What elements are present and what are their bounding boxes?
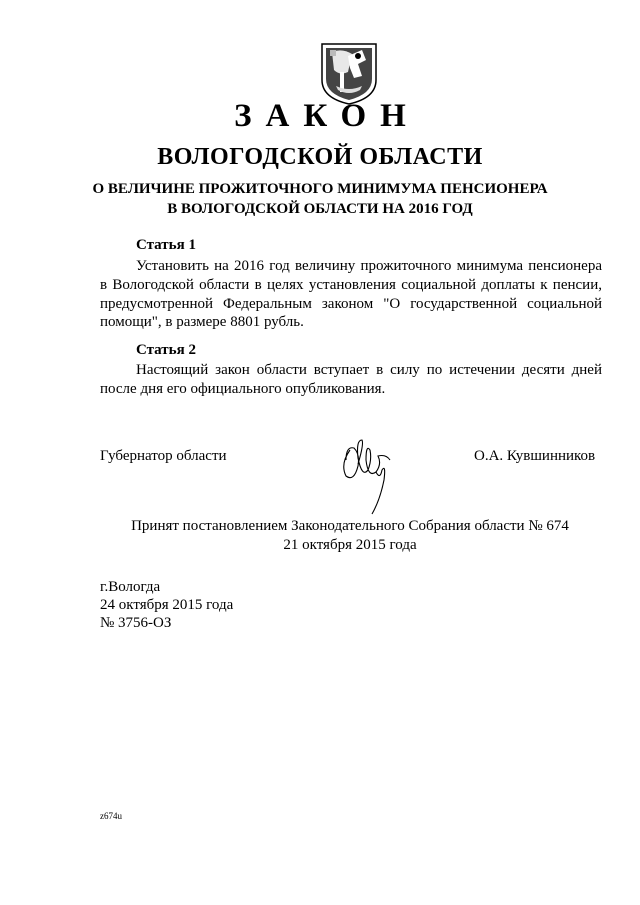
handwritten-signature [336,430,396,516]
article-1-heading: Статья 1 [136,237,196,253]
law-number: № 3756-ОЗ [100,615,172,631]
governor-name: О.А. Кувшинников [474,448,596,464]
subtitle-line-2: В ВОЛОГОДСКОЙ ОБЛАСТИ НА 2016 ГОД [167,201,473,217]
subtitle-line-1: О ВЕЛИЧИНЕ ПРОЖИТОЧНОГО МИНИМУМА ПЕНСИОНЕРА [92,181,548,197]
city: г.Вологда [100,579,161,595]
document-title: ЗАКОН [234,98,420,134]
governor-position: Губернатор области [100,448,227,464]
document-code: z674u [100,811,122,821]
adoption-line-2: 21 октября 2015 года [283,537,417,553]
adoption-line-1: Принят постановлением Законодательного Собрания области № 674 [131,518,569,534]
article-1-text: Установить на 2016 год величину прожиточного минимума пенсионера в Вологодской области в целях установления социальной доплаты к пенсии, предусмотренной Федеральным законом "О государственной социальной помощи", в размере 8801 рубль. [100,258,602,331]
article-2-heading: Статья 2 [136,342,196,358]
region-title: ВОЛОГОДСКОЙ ОБЛАСТИ [157,144,483,170]
article-2-text: Настоящий закон области вступает в силу по истечении десяти дней после дня его официального опубликования. [100,362,602,397]
coat-of-arms-emblem [318,42,380,106]
signing-date: 24 октября 2015 года [100,597,234,613]
